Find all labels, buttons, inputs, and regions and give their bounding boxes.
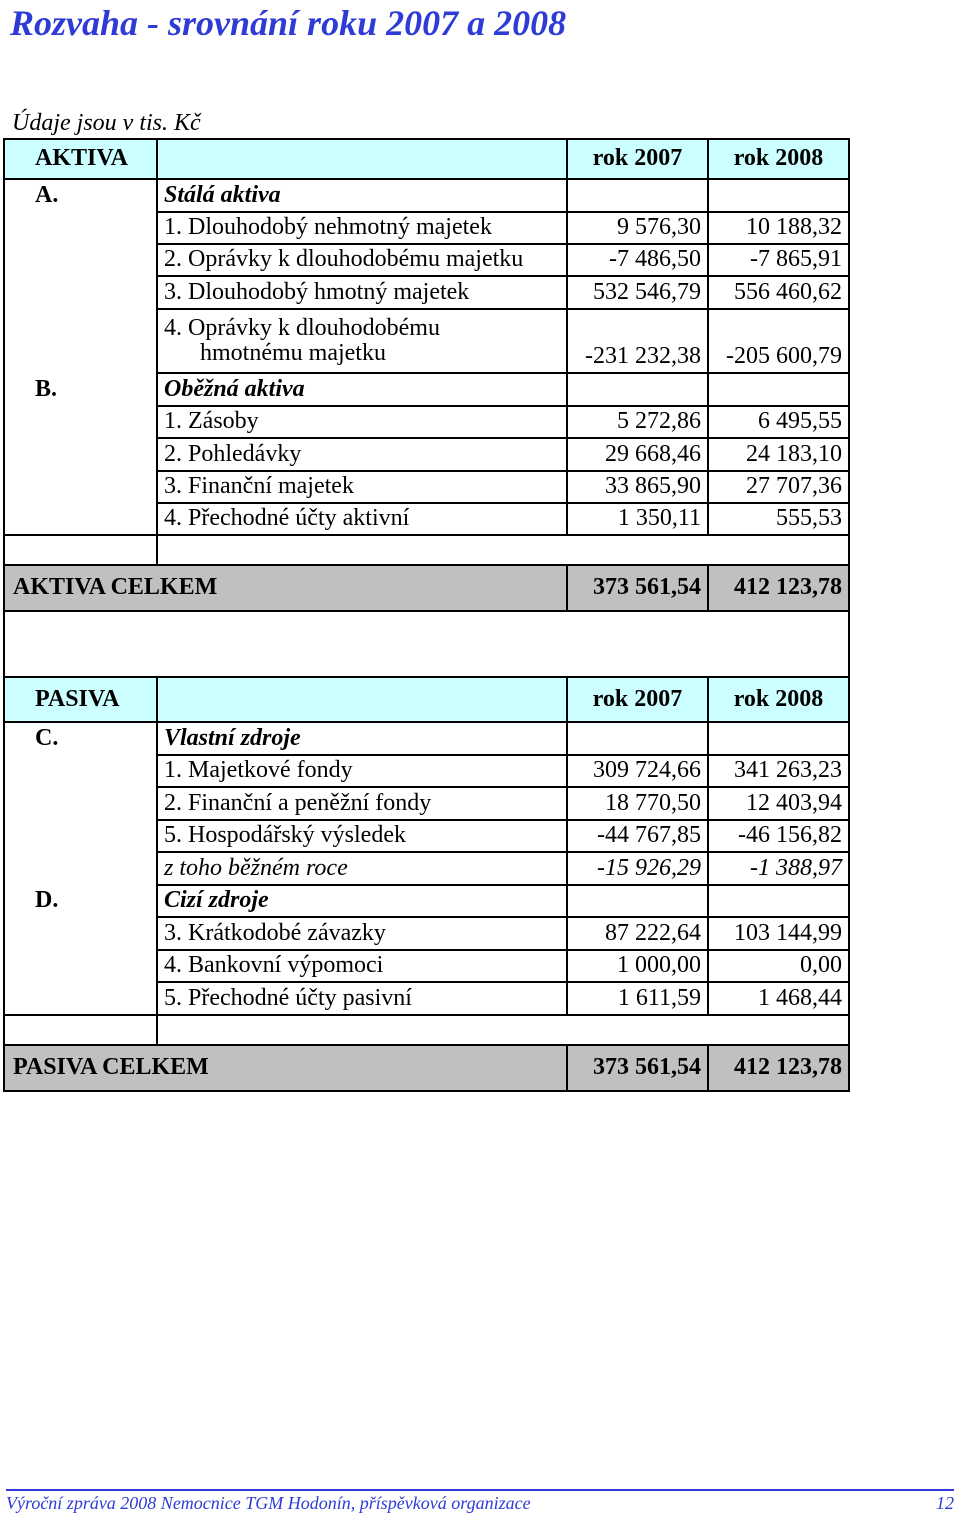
pasiva-total-row — [4, 1045, 849, 1091]
value-2007: 532 546,79 — [567, 276, 708, 309]
value-2007: -7 486,50 — [567, 244, 708, 276]
value-2008: -46 156,82 — [708, 820, 849, 852]
table-row — [4, 276, 849, 309]
row-label: 5. Hospodářský výsledek — [157, 820, 567, 852]
value-2008: -205 600,79 — [708, 309, 849, 373]
total-2007: 373 561,54 — [567, 1045, 708, 1091]
total-2008: 412 123,78 — [708, 565, 849, 611]
table-row — [4, 406, 849, 438]
section-name: Stálá aktiva — [157, 179, 567, 212]
row-label: 2. Finanční a peněžní fondy — [157, 787, 567, 820]
value-2008: 103 144,99 — [708, 917, 849, 950]
page-title: Rozvaha - srovnání roku 2007 a 2008 — [10, 3, 567, 43]
value-2007: -15 926,29 — [567, 852, 708, 885]
pasiva-header-row — [4, 677, 849, 722]
table-row — [4, 309, 849, 373]
value-2008: 10 188,32 — [708, 212, 849, 244]
value-2007: 1 350,11 — [567, 503, 708, 535]
total-label: PASIVA CELKEM — [4, 1045, 567, 1091]
value-2008: 6 495,55 — [708, 406, 849, 438]
row-label — [157, 309, 567, 373]
footer-text: Výroční zpráva 2008 Nemocnice TGM Hodonín, příspěvková organizace — [6, 1493, 531, 1513]
section-row — [4, 722, 849, 755]
table-row — [4, 982, 849, 1015]
row-label: 3. Finanční majetek — [157, 471, 567, 503]
value-2007: -231 232,38 — [567, 309, 708, 373]
value-2007: 5 272,86 — [567, 406, 708, 438]
units-note: Údaje jsou v tis. Kč — [12, 110, 201, 136]
value-2007: 87 222,64 — [567, 917, 708, 950]
table-row — [4, 503, 849, 535]
section-code: A. — [4, 179, 157, 212]
row-label: 3. Krátkodobé závazky — [157, 917, 567, 950]
aktiva-col-2007: rok 2007 — [567, 139, 708, 179]
value-2008: 12 403,94 — [708, 787, 849, 820]
aktiva-header-row — [4, 139, 849, 179]
value-2007: 9 576,30 — [567, 212, 708, 244]
page-number: 12 — [936, 1493, 954, 1513]
row-label-line2: hmotnému majetku — [200, 340, 386, 366]
aktiva-col-2008: rok 2008 — [708, 139, 849, 179]
page-footer — [6, 1489, 954, 1514]
row-label: 1. Majetkové fondy — [157, 755, 567, 787]
total-2007: 373 561,54 — [567, 565, 708, 611]
table-row — [4, 787, 849, 820]
total-label: AKTIVA CELKEM — [4, 565, 567, 611]
spacer-row — [4, 535, 849, 565]
table-row — [4, 917, 849, 950]
table-row — [4, 244, 849, 276]
value-2007: -44 767,85 — [567, 820, 708, 852]
section-name: Cizí zdroje — [157, 885, 567, 917]
row-label: 1. Dlouhodobý nehmotný majetek — [157, 212, 567, 244]
row-label: 4. Přechodné účty aktivní — [157, 503, 567, 535]
value-2008: 341 263,23 — [708, 755, 849, 787]
section-name: Vlastní zdroje — [157, 722, 567, 755]
value-2008: 1 468,44 — [708, 982, 849, 1015]
value-2008: 0,00 — [708, 950, 849, 982]
value-2008: 556 460,62 — [708, 276, 849, 309]
row-label-line1: 4. Oprávky k dlouhodobému — [164, 314, 440, 341]
value-2007: 33 865,90 — [567, 471, 708, 503]
gap-row — [4, 611, 849, 677]
table-row — [4, 438, 849, 471]
value-2007: 309 724,66 — [567, 755, 708, 787]
value-2008: -7 865,91 — [708, 244, 849, 276]
value-2007: 18 770,50 — [567, 787, 708, 820]
section-row — [4, 373, 849, 406]
value-2008: 24 183,10 — [708, 438, 849, 471]
section-code: C. — [4, 722, 157, 755]
pasiva-col-2008: rok 2008 — [708, 677, 849, 722]
value-2008: -1 388,97 — [708, 852, 849, 885]
pasiva-header-label: PASIVA — [4, 677, 157, 722]
section-name: Oběžná aktiva — [157, 373, 567, 406]
total-2008: 412 123,78 — [708, 1045, 849, 1091]
section-code: D. — [4, 885, 157, 917]
value-2007: 1 611,59 — [567, 982, 708, 1015]
balance-sheet-table — [3, 138, 850, 1092]
section-row — [4, 885, 849, 917]
row-label: z toho běžném roce — [157, 852, 567, 885]
table-row — [4, 950, 849, 982]
aktiva-header-label: AKTIVA — [4, 139, 157, 179]
table-row — [4, 820, 849, 852]
table-row — [4, 471, 849, 503]
table-row — [4, 755, 849, 787]
value-2007: 29 668,46 — [567, 438, 708, 471]
row-label: 5. Přechodné účty pasivní — [157, 982, 567, 1015]
section-row — [4, 179, 849, 212]
value-2008: 27 707,36 — [708, 471, 849, 503]
table-row — [4, 852, 849, 885]
row-label: 3. Dlouhodobý hmotný majetek — [157, 276, 567, 309]
pasiva-col-2007: rok 2007 — [567, 677, 708, 722]
row-label: 2. Oprávky k dlouhodobému majetku — [157, 244, 567, 276]
row-label: 4. Bankovní výpomoci — [157, 950, 567, 982]
value-2008: 555,53 — [708, 503, 849, 535]
table-row — [4, 212, 849, 244]
aktiva-total-row — [4, 565, 849, 611]
value-2007: 1 000,00 — [567, 950, 708, 982]
section-code: B. — [4, 373, 157, 406]
spacer-row — [4, 1015, 849, 1045]
row-label: 1. Zásoby — [157, 406, 567, 438]
row-label: 2. Pohledávky — [157, 438, 567, 471]
